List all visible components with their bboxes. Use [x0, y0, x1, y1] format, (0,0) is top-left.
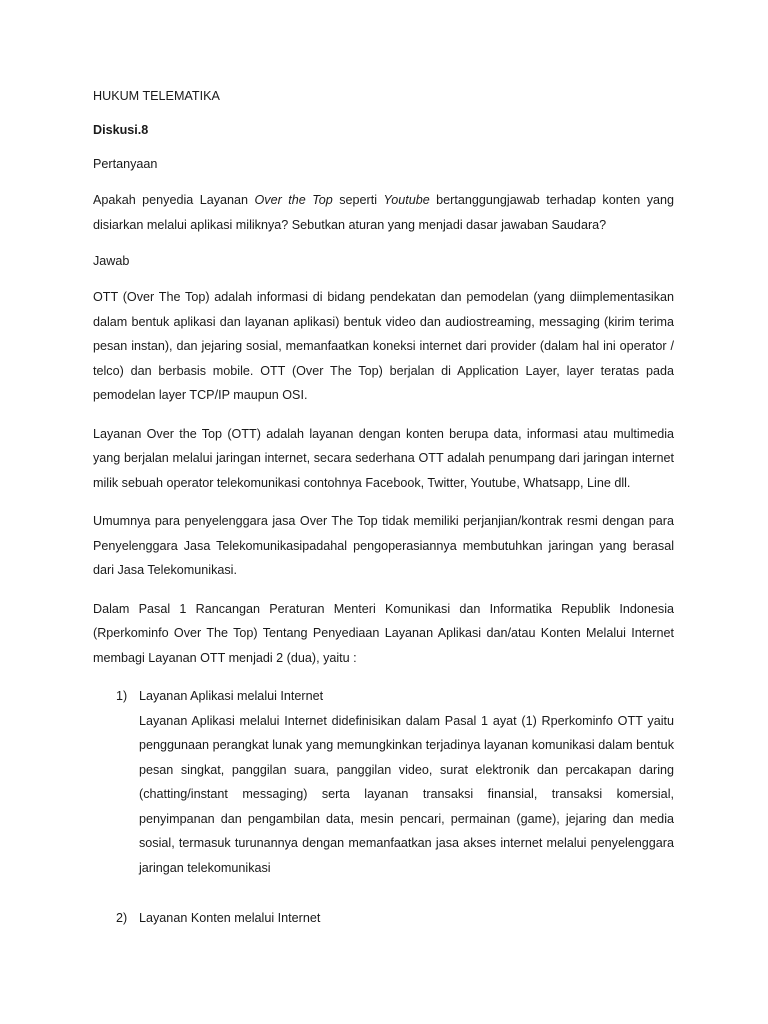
question-part-3: bertanggungjawab terhadap konten yang disiarkan melalui aplikasi miliknya? Sebutkan aturan yang menjadi dasar jawaban Saudara? — [93, 193, 674, 232]
question-label: Pertanyaan — [93, 157, 158, 171]
list-item-number: 1) — [116, 689, 128, 703]
document-page — [93, 86, 674, 931]
question-emphasis-youtube: Youtube — [383, 193, 430, 207]
list-item-title: Layanan Aplikasi melalui Internet — [139, 689, 324, 703]
question-part-1: Apakah penyedia Layanan — [93, 193, 255, 207]
numbered-list — [93, 684, 674, 931]
answer-label: Jawab — [93, 254, 130, 268]
paragraph: Dalam Pasal 1 Rancangan Peraturan Menteri Komunikasi dan Informatika Republik Indonesia (Rperkominfo Over The Top) Tentang Penyediaan Layanan Aplikasi dan/atau Konten Melalui Internet membagi Layanan OTT menjadi 2 (dua), yaitu : — [93, 601, 674, 665]
doc-heading: HUKUM TELEMATIKA — [93, 89, 220, 103]
list-item — [93, 684, 674, 880]
paragraph: Umumnya para penyelenggara jasa Over The Top tidak memiliki perjanjian/kontrak resmi dengan para Penyelenggara Jasa Telekomunikasipadahal pengoperasiannya membutuhkan jaringan yang berasal dari Jasa Telekomunikasi. — [93, 514, 674, 577]
paragraph: OTT (Over The Top) adalah informasi di bidang pendekatan dan pemodelan (yang diimplementasikan dalam bentuk aplikasi dan layanan aplikasi) bentuk video dan audiostreaming, messaging (kirim terima pesan instan), dan jejaring sosial, memanfaatkan koneksi internet dari provider (dalam hal ini operator / telco) dan berbasis mobile. OTT (Over The Top) berjalan di Application Layer, layer teratas pada pemodelan layer TCP/IP maupun OSI. — [93, 290, 674, 402]
list-item-number: 2) — [116, 911, 128, 925]
list-item-body: Layanan Aplikasi melalui Internet didefinisikan dalam Pasal 1 ayat (1) Rperkominfo OTT yaitu penggunaan perangkat lunak yang memungkinkan terjadinya layanan komunikasi dalam bentuk pesan singkat, panggilan suara, panggilan video, surat elektronik dan percakapan daring (chatting/instant messaging) serta layanan transaksi finansial, transaksi komersial, penyimpanan dan pengambilan data, mesin pencari, permainan (game), jejaring dan media sosial, termasuk turunannya dengan memanfaatkan jasa akses internet melalui penyelenggara jaringan telekomunikasi — [139, 713, 674, 875]
list-item — [93, 906, 674, 931]
paragraph: Layanan Over the Top (OTT) adalah layanan dengan konten berupa data, informasi atau multimedia yang berjalan melalui jaringan internet, secara sederhana OTT adalah penumpang dari jaringan internet milik sebuah operator telekomunikasi contohnya Facebook, Twitter, Youtube, Whatsapp, Line dll. — [93, 426, 674, 490]
question-text — [93, 188, 674, 237]
question-part-2: seperti — [332, 193, 384, 207]
list-item-title: Layanan Konten melalui Internet — [139, 911, 321, 925]
doc-subheading: Diskusi.8 — [93, 123, 149, 137]
question-emphasis-over-the-top: Over the Top — [254, 193, 333, 207]
